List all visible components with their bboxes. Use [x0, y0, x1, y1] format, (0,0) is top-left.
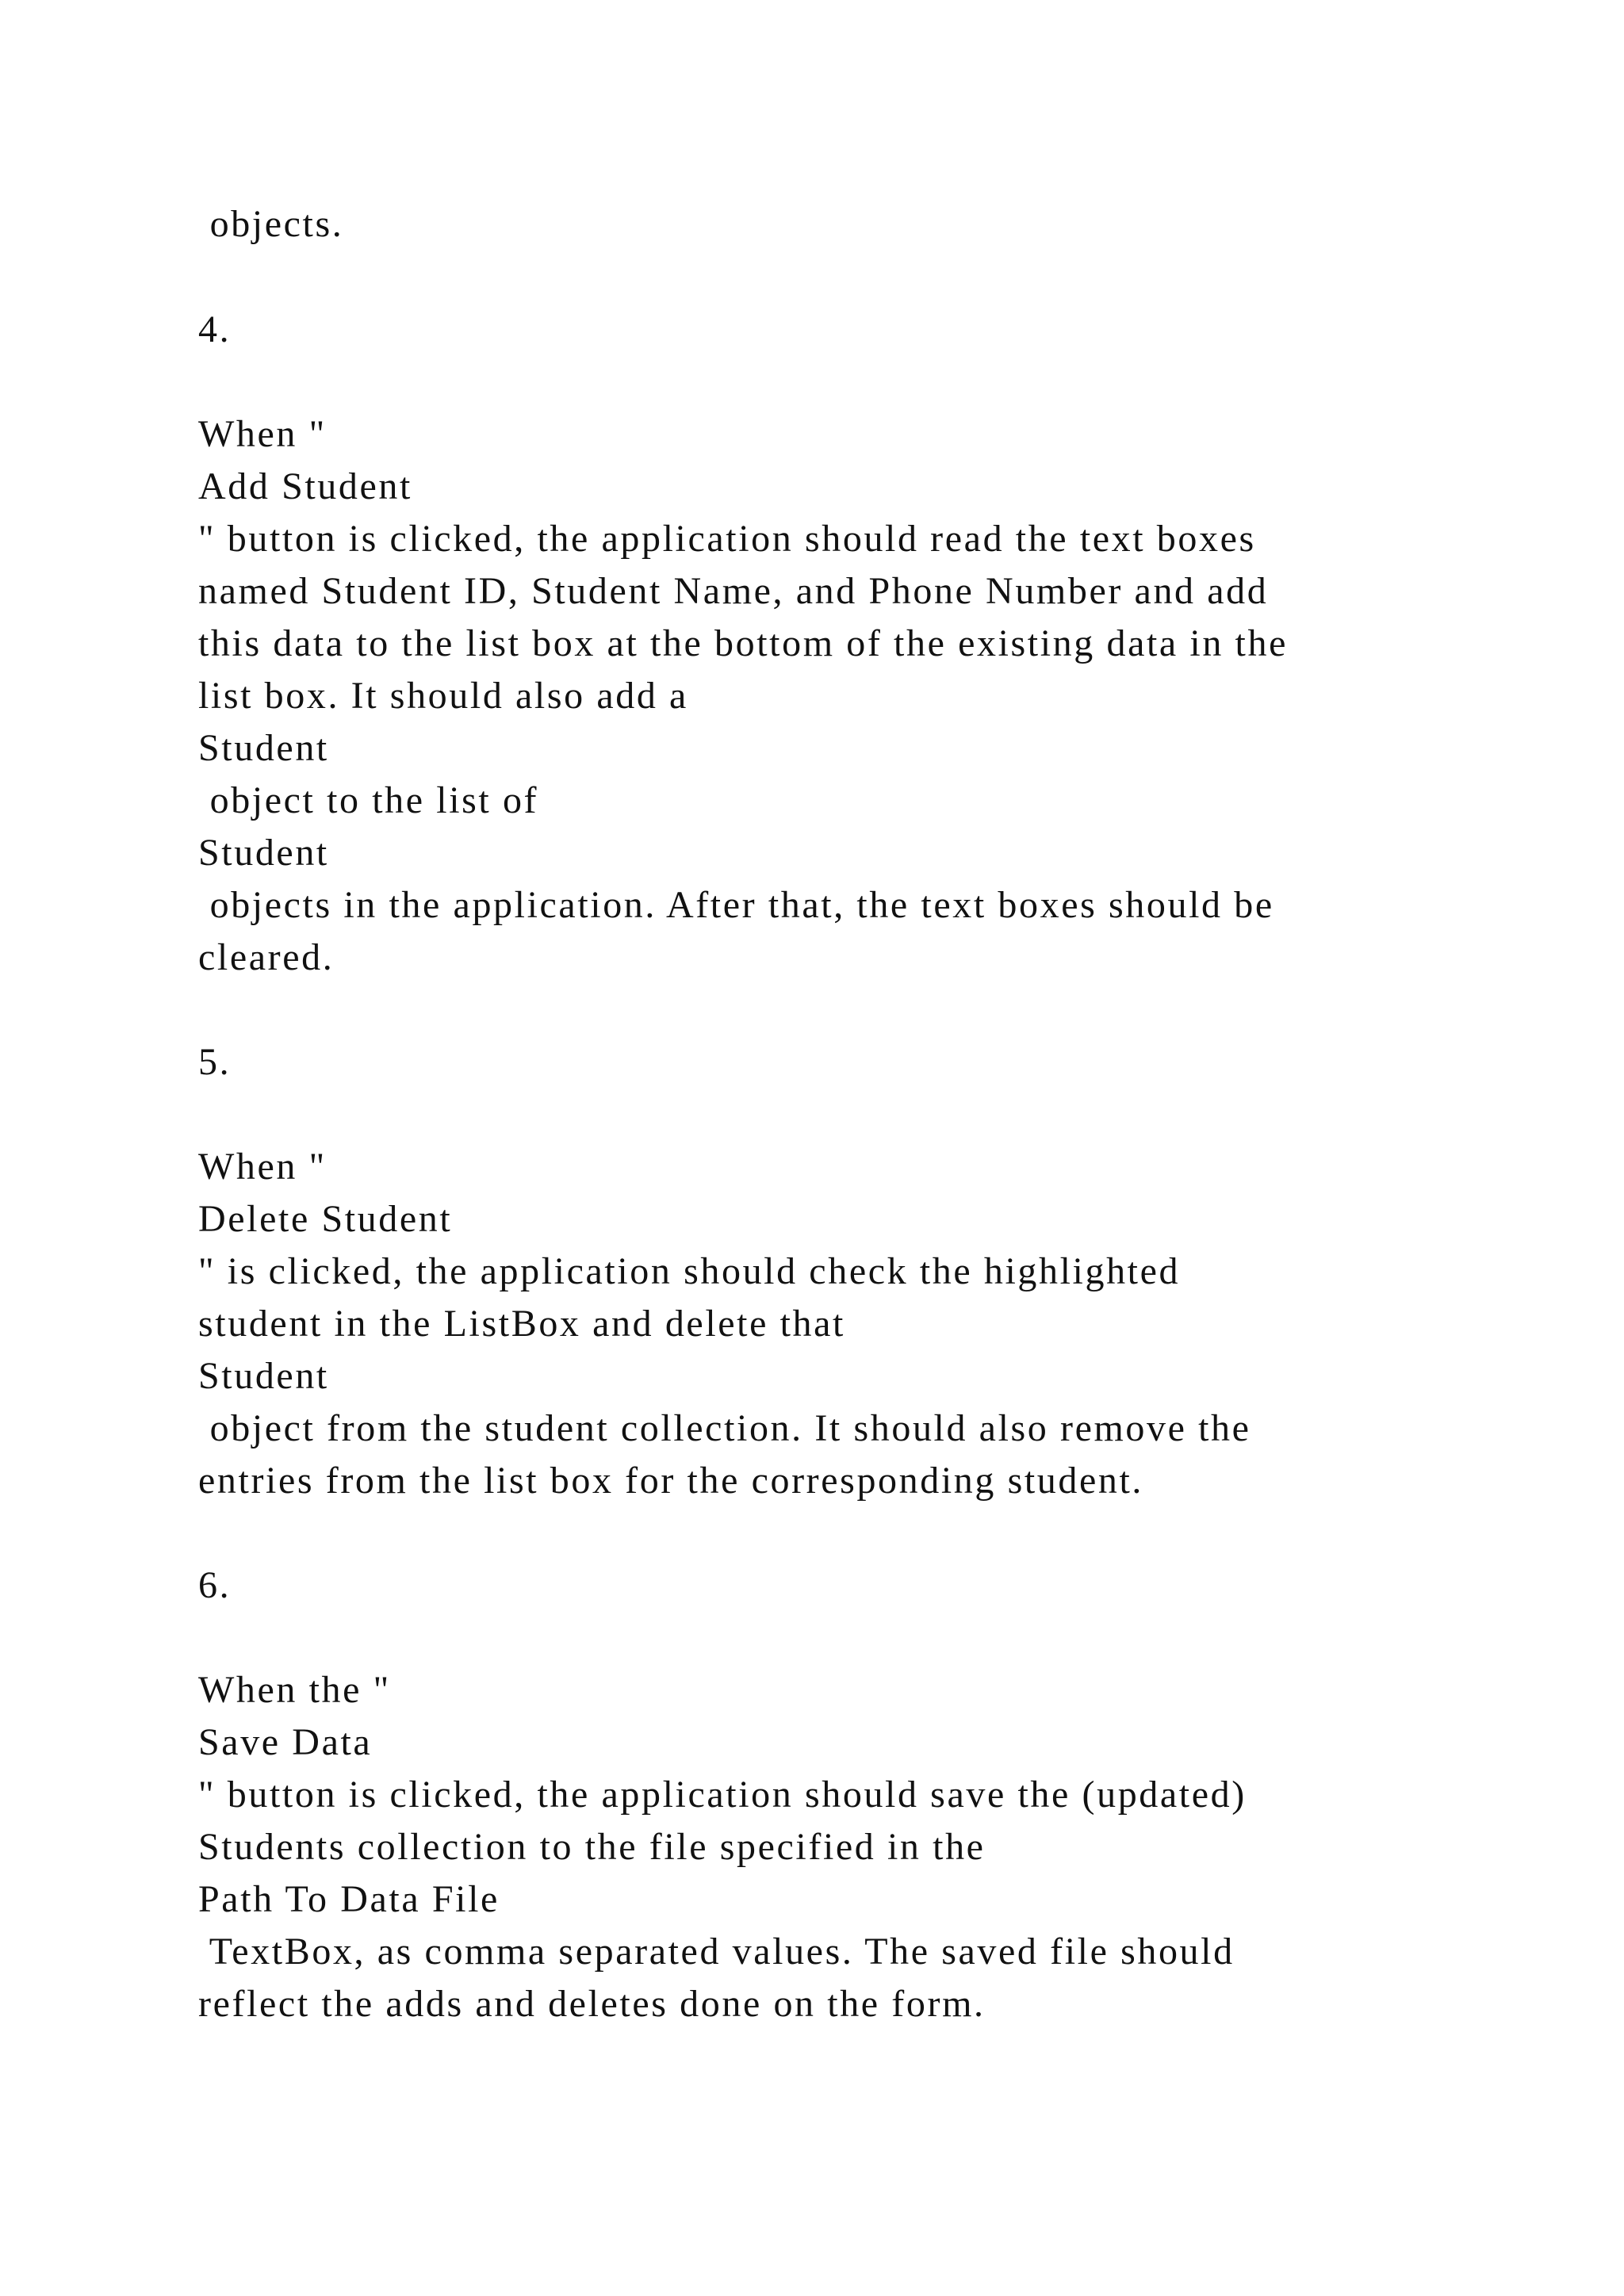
text-line: When ": [198, 1146, 327, 1188]
text-line: When ": [198, 413, 327, 455]
button-name-text: Save Data: [198, 1721, 373, 1763]
text-line: objects in the application. After that, the text boxes should be: [198, 884, 1274, 926]
text-line: list box. It should also add a: [198, 675, 688, 717]
text-line: Student: [198, 1355, 329, 1397]
text-line: objects.: [198, 203, 344, 245]
item-number: 4.: [198, 308, 232, 350]
text-line: Student: [198, 727, 329, 769]
text-line: reflect the adds and deletes done on the form.: [198, 1983, 986, 2025]
text-line: object to the list of: [198, 779, 539, 821]
text-line: student in the ListBox and delete that: [198, 1303, 845, 1345]
text-line: Path To Data File: [198, 1878, 500, 1920]
text-line: " is clicked, the application should check the highlighted: [198, 1250, 1181, 1292]
text-line: named Student ID, Student Name, and Phone Number and add: [198, 570, 1269, 612]
text-line: entries from the list box for the corresponding student.: [198, 1460, 1144, 1502]
item-number: 5.: [198, 1041, 232, 1083]
text-line: When the ": [198, 1669, 391, 1711]
button-name-text: Add Student: [198, 465, 412, 507]
item-number: 6.: [198, 1564, 232, 1606]
text-line: TextBox, as comma separated values. The saved file should: [198, 1931, 1235, 1973]
text-line: cleared.: [198, 936, 335, 978]
text-line: Students collection to the file specified in the: [198, 1826, 986, 1868]
text-line: Student: [198, 832, 329, 874]
text-line: this data to the list box at the bottom of the existing data in the: [198, 622, 1288, 664]
text-line: " button is clicked, the application should read the text boxes: [198, 518, 1256, 560]
button-name-text: Delete Student: [198, 1198, 453, 1240]
text-line: object from the student collection. It should also remove the: [198, 1407, 1251, 1449]
text-line: " button is clicked, the application should save the (updated): [198, 1774, 1247, 1816]
